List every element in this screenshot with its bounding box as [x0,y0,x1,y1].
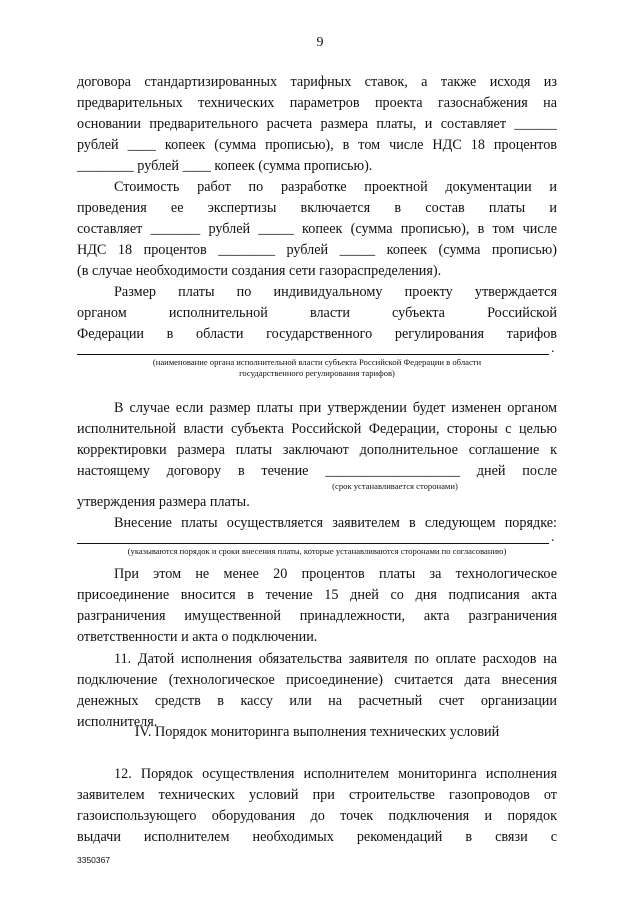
paragraph-3-line-3: Федерации в области государственного регулирования тарифов [77,326,557,342]
clause-11-line-4: исполнителя. [77,714,158,730]
paragraph-6-line-4: ответственности и акта о подключении. [77,629,318,645]
paragraph-6-line-3: разграничения имущественной принадлежности, акта разграничения [77,608,557,624]
paragraph-4-line-3: корректировки размера платы заключают дополнительное соглашение к [77,442,557,458]
paragraph-6-line-2: присоединение вносится в течение 15 дней со дня подписания акта [77,587,557,603]
paragraph-2-line-2: проведения ее экспертизы включается в состав платы и [77,200,557,216]
note-term: (срок устанавливается сторонами) [332,481,458,491]
paragraph-6-line-1: При этом не менее 20 процентов платы за технологическое [114,566,557,582]
paragraph-2-line-4: НДС 18 процентов ________ рублей _____ копеек (сумма прописью) [77,242,557,258]
period-mark: . [551,530,555,545]
fill-in-line [77,543,549,544]
clause-11-line-3: денежных средств в кассу или на расчетный счет организации [77,693,557,709]
clause-11-line-2: подключение (технологическое присоединение) считается дата внесения [77,672,557,688]
note-authority-line-1: (наименование органа исполнительной власти субъекта Российской Федерации в области [152,357,482,367]
paragraph-1-line-5: ________ рублей ____ копеек (сумма прописью). [77,158,373,174]
clause-11-line-1: 11. Датой исполнения обязательства заявителя по оплате расходов на [114,651,557,667]
paragraph-4-line-2: исполнительной власти субъекта Российской Федерации, стороны с целью [77,421,557,437]
note-payment-order: (указываются порядок и сроки внесения платы, которые устанавливаются сторонами по согласованию) [127,546,507,556]
clause-12-line-2: заявителем технических условий при строительстве газопроводов от [77,787,557,803]
clause-12-line-1: 12. Порядок осуществления исполнителем мониторинга исполнения [114,766,557,782]
paragraph-4-line-4: настоящему договору в течение ___________________ дней после [77,463,557,479]
clause-12-line-4: выдачи исполнителем необходимых рекомендаций в связи с [77,829,557,845]
paragraph-2-line-5: (в случае необходимости создания сети газораспределения). [77,263,442,279]
paragraph-2-line-1: Стоимость работ по разработке проектной документации и [114,179,557,195]
paragraph-3-line-2: органом исполнительной власти субъекта Российской [77,305,557,321]
paragraph-1-line-3: основании предварительного расчета размера платы, и составляет ______ [77,116,557,132]
document-id: 3350367 [77,855,111,865]
clause-12-line-3: газоиспользующего оборудования до точек подключения и порядок [77,808,557,824]
section-heading: IV. Порядок мониторинга выполнения технических условий [134,724,500,740]
paragraph-1-line-4: рублей ____ копеек (сумма прописью), в том числе НДС 18 процентов [77,137,557,153]
paragraph-5: Внесение платы осуществляется заявителем в следующем порядке: [114,515,557,531]
paragraph-1-line-1: договора стандартизированных тарифных ставок, а также исходя из [77,74,557,90]
paragraph-2-line-3: составляет _______ рублей _____ копеек (сумма прописью), в том числе [77,221,557,237]
paragraph-1-line-2: предварительных технических параметров проекта газоснабжения на [77,95,557,111]
paragraph-3-line-1: Размер платы по индивидуальному проекту утверждается [114,284,557,300]
paragraph-4-line-5: утверждения размера платы. [77,494,250,510]
paragraph-4-line-1: В случае если размер платы при утверждении будет изменен органом [114,400,557,416]
page-number: 9 [316,35,324,50]
fill-in-line [77,354,549,355]
period-mark: . [551,341,555,356]
note-authority-line-2: государственного регулирования тарифов) [239,368,395,378]
